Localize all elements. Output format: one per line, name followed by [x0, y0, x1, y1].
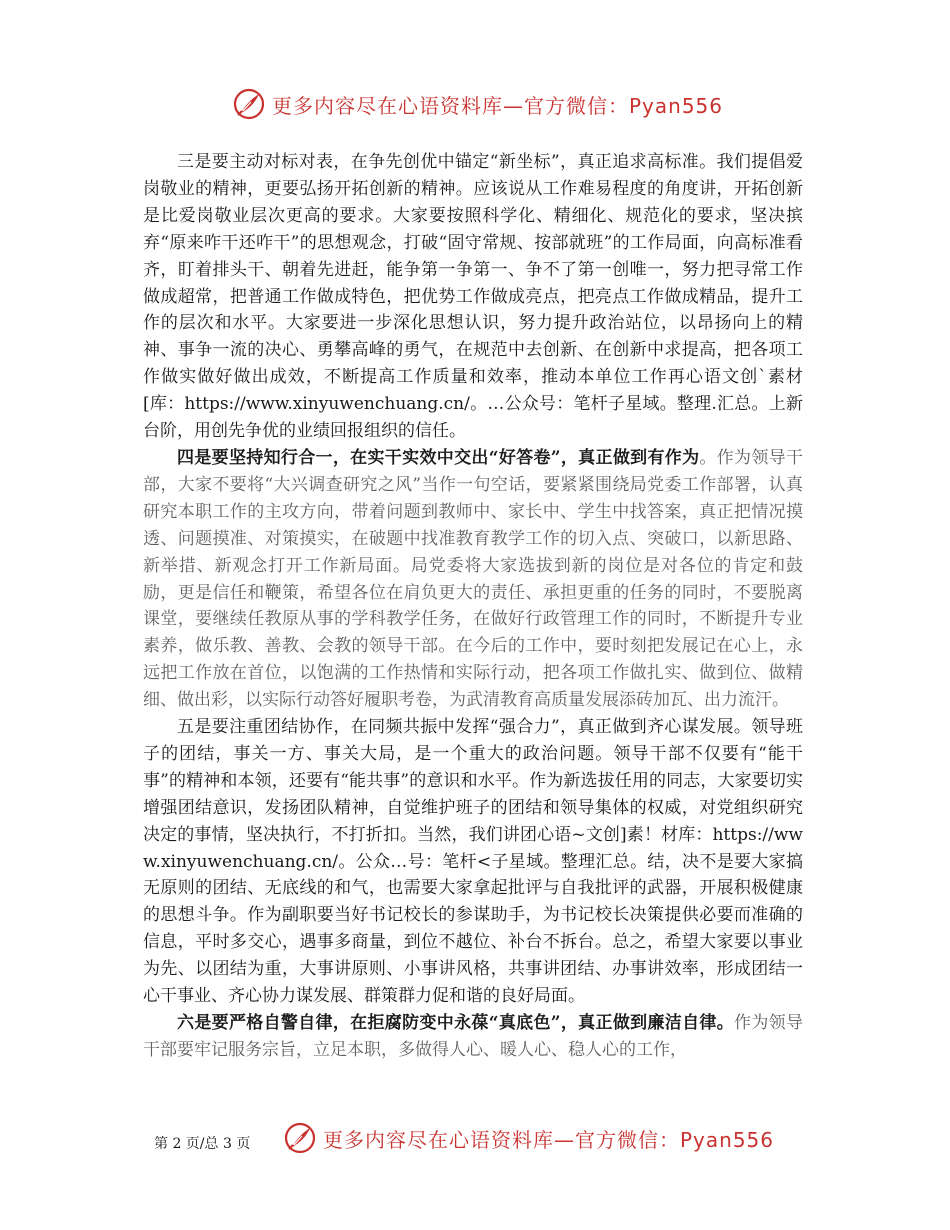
- banner-text: 更多内容尽在心语资料库—官方微信：Pyan556: [323, 1127, 775, 1152]
- paragraph-text: 三是要主动对标对表，在争先创优中锚定“新坐标”，真正追求高标准。我们提倡爱岗敬业的精神，更要弘扬开拓创新的精神。应该说从工作难易程度的角度讲，开拓创新是比爱岗敬业层次更高的要求。大家要按照科学化、精细化、规范化的要求，坚决摈弃“原来咋干还咋干”的思想观念，打破“固守常规、按部就班”的工作局面，向高标准看齐，盯着排头干、朝着先进赶，能争第一争第一、争不了第一创唯一，努力把寻常工作做成超常，把普通工作做成特色，把优势工作做成亮点，把亮点工作做成精品，提升工作的层次和水平。大家要进一步深化思想认识，努力提升政治站位，以昂扬向上的精神、事争一流的决心、勇攀高峰的勇气，在规范中去创新、在创新中求提高，把各项工作做实做好做出成效，不断提高工作质量和效率，推动本单位工作再心语文创`素材[库：https://www.xinyuwenchuang.cn/。…公众号：笔杆子星域。整理.汇总。上新台阶，用创先争优的业绩回报组织的信任。: [143, 152, 803, 442]
- page-number: 第 2 页/总 3 页: [154, 1136, 251, 1152]
- paragraph-3: [143, 149, 803, 445]
- feather-pen-logo-icon: [283, 1121, 317, 1155]
- paragraph-text: 。作为领导干部，大家不要将“大兴调查研究之风”当作一句空话，要紧紧围绕局党委工作部署，认真研究本职工作的主攻方向，带着问题到教师中、家长中、学生中找答案，真正把情况摸透、问题摸准、对策摸实，在破题中找准教育教学工作的切入点、突破口，以新思路、新举措、新观念打开工作新局面。局党委将大家选拔到新的岗位是对各位的肯定和鼓励，更是信任和鞭策，希望各位在肩负更大的责任、承担更重的任务的同时，不要脱离课堂，要继续任教原从事的学科教学任务，在做好行政管理工作的同时，不断提升专业素养，做乐教、善教、会教的领导干部。在今后的工作中，要时刻把发展记在心上，永远把工作放在首位，以饱满的工作热情和实际行动，把各项工作做扎实、做到位、做精细、做出彩，以实际行动答好履职考卷，为武清教育高质量发展添砖加瓦、出力流汗。: [143, 447, 803, 711]
- paragraph-lead: 六是要严格自警自律，在拒腐防变中永葆“真底色”，真正做到廉洁自律。: [177, 1013, 735, 1033]
- paragraph-4: [143, 445, 803, 714]
- paragraph-5: [143, 714, 803, 1010]
- paragraph-text: 作为领导干部要牢记服务宗旨，立足本职，多做得人心、暖人心、稳人心的工作，: [143, 1013, 803, 1060]
- paragraph-6: [143, 1010, 803, 1064]
- header-banner: [232, 84, 723, 124]
- feather-pen-logo-icon: [232, 87, 266, 121]
- document-body: [143, 149, 803, 1064]
- footer-banner: [283, 1118, 774, 1158]
- paragraph-text: 五是要注重团结协作，在同频共振中发挥“强合力”，真正做到齐心谋发展。领导班子的团结，事关一方、事关大局，是一个重大的政治问题。领导干部不仅要有“能干事”的精神和本领，还要有“能共事”的意识和水平。作为新选拔任用的同志，大家要切实增强团结意识，发扬团队精神，自觉维护班子的团结和领导集体的权威，对党组织研究决定的事情，坚决执行，不打折扣。当然，我们讲团心语~文创]素！材库：https://www.xinyuwenchuang.cn/。公众…号：笔杆<子星域。整理汇总。结，决不是要大家搞无原则的团结、无底线的和气，也需要大家拿起批评与自我批评的武器，开展积极健康的思想斗争。作为副职要当好书记校长的参谋助手，为书记校长决策提供必要而准确的信息，平时多交心，遇事多商量，到位不越位、补台不拆台。总之，希望大家要以事业为先、以团结为重，大事讲原则、小事讲风格，共事讲团结、办事讲效率，形成团结一心干事业、齐心协力谋发展、群策群力促和谐的良好局面。: [143, 717, 803, 1007]
- banner-text: 更多内容尽在心语资料库—官方微信：Pyan556: [272, 93, 724, 118]
- paragraph-lead: 四是要坚持知行合一，在实干实效中交出“好答卷”，真正做到有作为: [177, 447, 700, 468]
